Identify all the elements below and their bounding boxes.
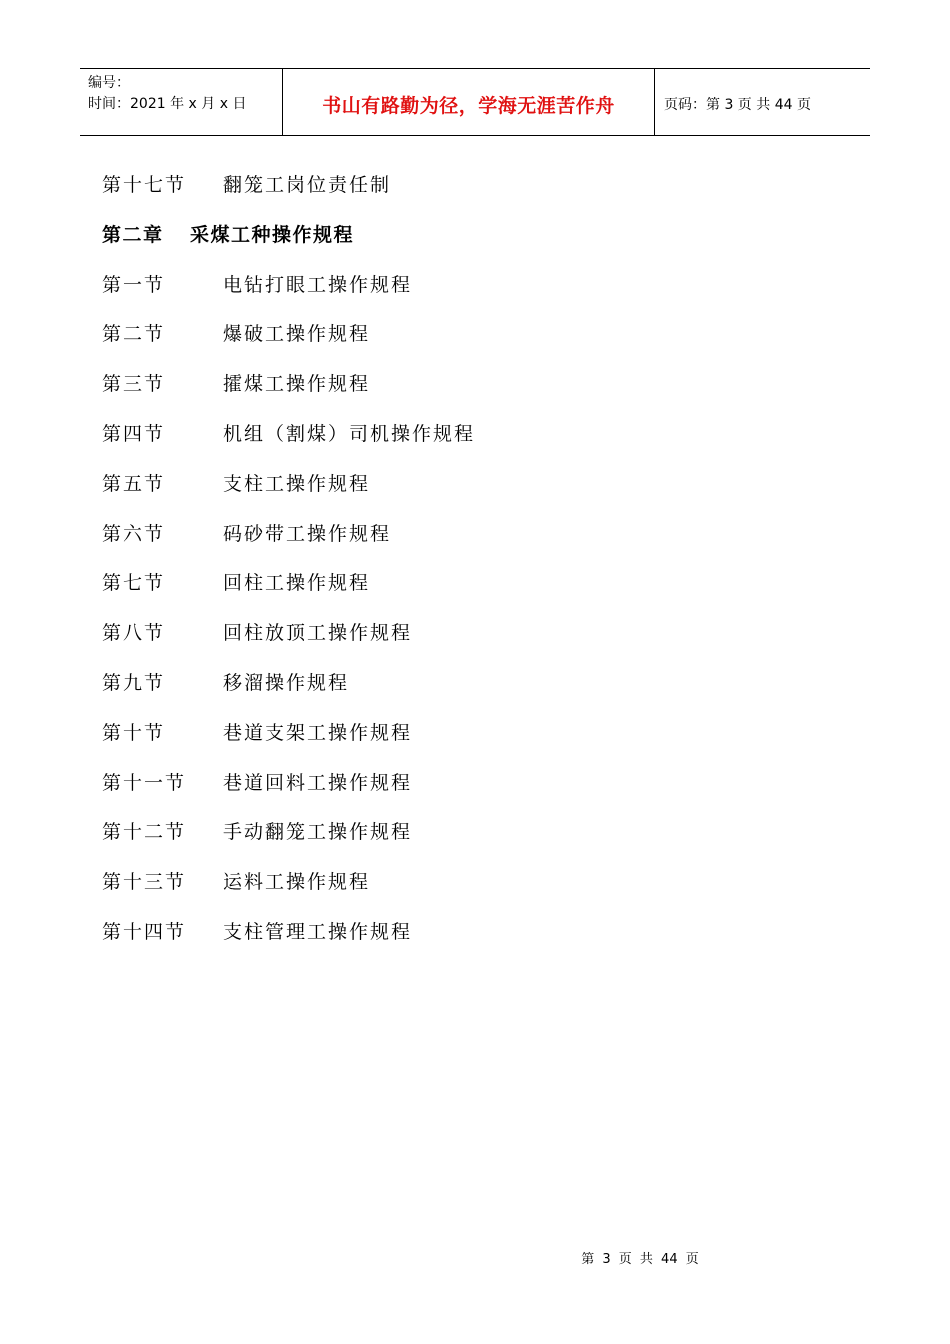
toc-item (102, 618, 802, 668)
toc-item-title: 移溜操作规程 (223, 671, 350, 694)
toc-chapter-title: 采煤工种操作规程 (190, 223, 355, 246)
toc-item (102, 419, 802, 469)
header-motto-cell (282, 69, 655, 135)
page-header (80, 68, 870, 136)
toc-item-title: 支柱管理工操作规程 (223, 920, 413, 943)
toc-item-number: 第十三节 (102, 871, 187, 894)
toc-item-title: 爆破工操作规程 (223, 323, 371, 346)
toc-chapter-number: 第二章 (102, 223, 164, 246)
toc-item-number: 第五节 (102, 472, 166, 495)
toc-item-title: 支柱工操作规程 (223, 472, 371, 495)
toc-item (102, 319, 802, 369)
toc-item-title: 攉煤工操作规程 (223, 373, 371, 396)
toc-item (102, 817, 802, 867)
toc-item-number: 第十节 (102, 721, 166, 744)
toc-item-number: 第十一节 (102, 771, 187, 794)
toc-item (102, 768, 802, 818)
toc-item-number: 第七节 (102, 572, 166, 595)
header-date-label: 时间：2021 年 x 月 x 日 (88, 96, 247, 112)
footer-page-number: 第 3 页 共 44 页 (581, 1252, 699, 1267)
toc-item-number: 第二节 (102, 323, 166, 346)
page-footer (0, 1248, 950, 1267)
toc-item (102, 867, 802, 917)
toc-item-number: 第一节 (102, 273, 166, 296)
toc-item-title: 巷道支架工操作规程 (223, 721, 413, 744)
toc-item-title: 码砂带工操作规程 (223, 522, 392, 545)
toc-item (102, 668, 802, 718)
toc-item (102, 270, 802, 320)
header-number-label: 编号： (88, 75, 130, 91)
header-meta (80, 69, 282, 135)
header-page-info: 页码：第 3 页 共 44 页 (664, 97, 811, 113)
toc-item-number: 第十二节 (102, 821, 187, 844)
header-motto: 书山有路勤为径，学海无涯苦作舟 (322, 94, 615, 117)
toc-item (102, 718, 802, 768)
toc-item-title: 翻笼工岗位责任制 (223, 174, 392, 196)
toc-item (102, 519, 802, 569)
toc-item (102, 170, 802, 220)
toc-item-number: 第九节 (102, 671, 166, 694)
toc-chapter-heading (102, 220, 802, 270)
toc-item (102, 469, 802, 519)
toc-item (102, 568, 802, 618)
header-page-info-cell (655, 69, 870, 135)
toc-item-number: 第十七节 (102, 174, 187, 196)
toc-item-title: 电钻打眼工操作规程 (223, 273, 413, 296)
toc-item-number: 第六节 (102, 522, 166, 545)
toc-item-title: 巷道回料工操作规程 (223, 771, 413, 794)
toc-item-title: 运料工操作规程 (223, 871, 371, 894)
toc-item-title: 机组（割煤）司机操作规程 (223, 422, 476, 445)
toc-item (102, 369, 802, 419)
toc-item-number: 第四节 (102, 422, 166, 445)
toc-item-number: 第八节 (102, 622, 166, 645)
toc-item-title: 回柱放顶工操作规程 (223, 622, 413, 645)
toc-item-title: 回柱工操作规程 (223, 572, 371, 595)
toc-item-number: 第十四节 (102, 920, 187, 943)
toc-item-number: 第三节 (102, 373, 166, 396)
toc-item-title: 手动翻笼工操作规程 (223, 821, 413, 844)
toc-item (102, 917, 802, 967)
table-of-contents (102, 170, 802, 967)
